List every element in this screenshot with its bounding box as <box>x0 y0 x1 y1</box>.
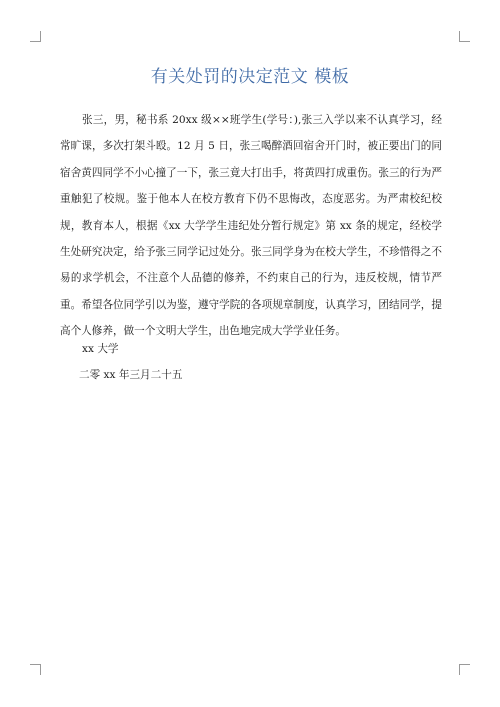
document-title: 有关处罚的决定范文 模板 <box>150 67 350 87</box>
body-paragraph: 张三，男，秘书系 20xx 级××班学生(学号：),张三入学以来不认真学习，经常旷课，多次打架斗殴。12 月 5 日，张三喝醉酒回宿舍开门时，被正要出门的同宿舍黄四同学不小心撞了一下，张三竟大打出手，将黄四打成重伤。张三的行为严重触犯了校规。鉴于他本人在校方教育下仍不思悔改，态度恶劣。为严肃校纪校规，教育本人，根据《xx 大学学生违纪处分暂行规定》第 xx 条的规定，经校学生处研究决定，给予张三同学记过处分。张三同学身为在校大学生，不珍惜得之不易的求学机会，不注意个人品德的修养，不约束自己的行为，违反校规，情节严重。希望各位同学引以为鉴，遵守学院的各项规章制度，认真学习，团结同学，提高个人修养，做一个文明大学生，出色地完成大学学业任务。 <box>60 114 442 338</box>
crop-mark-bottom-right <box>459 664 470 675</box>
signature-date: 二零 xx 年三月二十五 <box>79 369 183 381</box>
crop-mark-top-right <box>459 31 470 42</box>
signature-organization: xx 大学 <box>82 343 119 355</box>
crop-mark-bottom-left <box>30 664 41 675</box>
crop-mark-top-left <box>30 31 41 42</box>
